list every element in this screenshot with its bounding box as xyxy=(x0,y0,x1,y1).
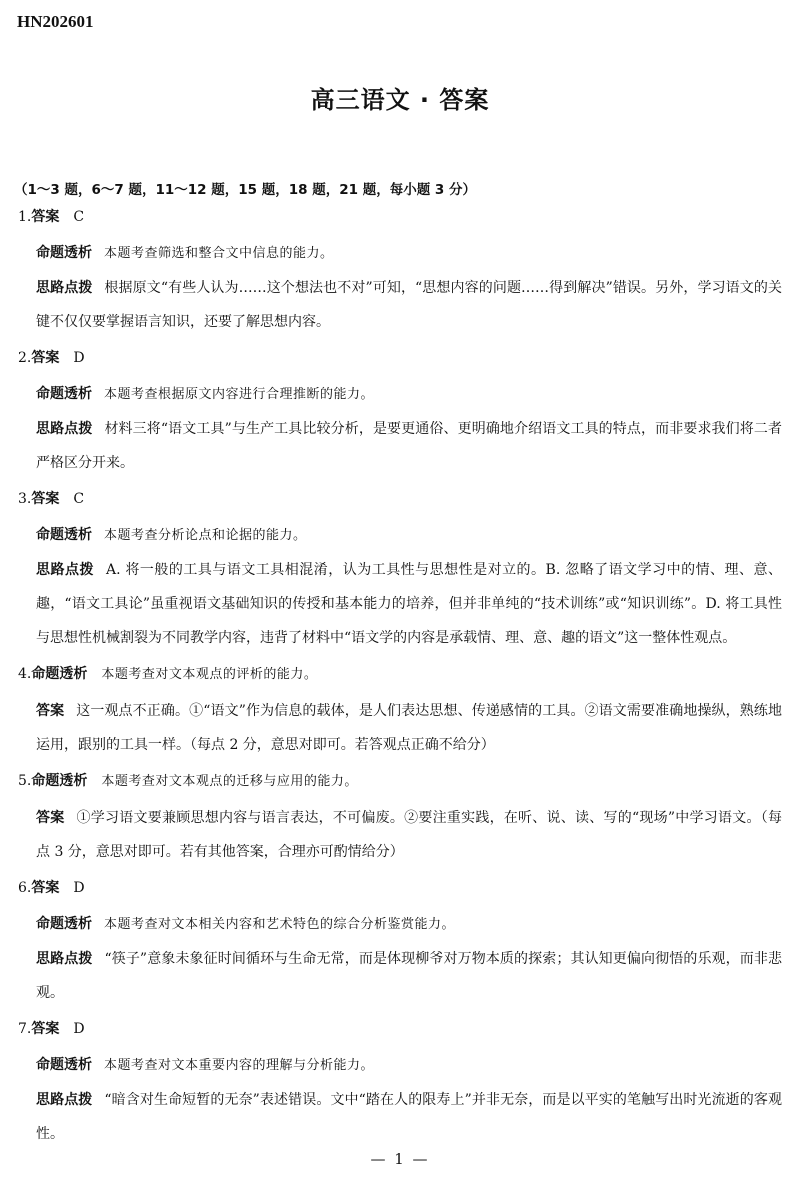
question-number: 6. xyxy=(18,880,32,896)
answer-label: 答案 xyxy=(31,491,60,507)
question-6-analysis xyxy=(36,907,782,942)
analysis-text: 本题考查筛选和整合文中信息的能力。 xyxy=(104,246,334,261)
question-4-analysis xyxy=(18,663,800,686)
question-1-analysis xyxy=(36,236,782,271)
analysis-label: 命题透析 xyxy=(31,666,88,682)
question-6-hint xyxy=(36,942,782,1010)
analysis-label: 命题透析 xyxy=(36,386,92,402)
answer-label: 答案 xyxy=(31,1021,60,1037)
question-3-analysis xyxy=(36,518,782,553)
hint-label: 思路点拨 xyxy=(36,421,93,437)
hint-text: 根据原文“有些人认为……这个想法也不对”可知，“思想内容的问题……得到解决”错误。另外，学习语文的关键不仅仅要掌握语言知识，还要了解思想内容。 xyxy=(36,280,782,330)
question-3-answer xyxy=(18,488,800,510)
answer-choice: C xyxy=(73,491,85,507)
analysis-text: 本题考查分析论点和论据的能力。 xyxy=(104,528,307,543)
question-7 xyxy=(0,1018,800,1151)
answer-label: 答案 xyxy=(36,703,65,719)
answer-label: 答案 xyxy=(31,880,60,896)
question-2-hint xyxy=(36,412,782,480)
question-5-analysis xyxy=(18,770,800,793)
answer-text: 这一观点不正确。①“语文”作为信息的载体，是人们表达思想、传递感情的工具。②语文需要准确地操纵，熟练地运用，跟别的工具一样。（每点 2 分，意思对即可。若答观点正确不给分） xyxy=(36,703,782,753)
question-4 xyxy=(0,663,800,762)
hint-label: 思路点拨 xyxy=(36,280,93,296)
analysis-text: 本题考查对文本重要内容的理解与分析能力。 xyxy=(104,1058,375,1073)
analysis-label: 命题透析 xyxy=(36,527,92,543)
question-number: 4. xyxy=(18,666,32,682)
answer-label: 答案 xyxy=(31,209,60,225)
question-5-answer xyxy=(36,801,782,869)
question-number: 3. xyxy=(18,491,32,507)
question-3 xyxy=(0,488,800,655)
question-number: 5. xyxy=(18,773,32,789)
hint-label: 思路点拨 xyxy=(36,562,94,578)
hint-label: 思路点拨 xyxy=(36,1092,93,1108)
question-1 xyxy=(0,206,800,339)
analysis-label: 命题透析 xyxy=(31,773,88,789)
score-note: （1～3 题，6～7 题，11～12 题，15 题，18 题，21 题，每小题 3 分） xyxy=(14,182,476,198)
question-1-hint xyxy=(36,271,782,339)
analysis-label: 命题透析 xyxy=(36,1057,92,1073)
hint-text: “暗含对生命短暂的无奈”表述错误。文中“踏在人的限寿上”并非无奈，而是以平实的笔触写出时光流逝的客观性。 xyxy=(36,1092,782,1142)
answer-content xyxy=(0,178,800,1151)
analysis-text: 本题考查对文本观点的迁移与应用的能力。 xyxy=(101,774,358,789)
hint-text: “筷子”意象未象征时间循环与生命无常，而是体现柳爷对万物本质的探索；其认知更偏向彻悟的乐观，而非悲观。 xyxy=(36,951,782,1001)
analysis-text: 本题考查根据原文内容进行合理推断的能力。 xyxy=(104,387,375,402)
hint-text: A. 将一般的工具与语文工具相混淆，认为工具性与思想性是对立的。B. 忽略了语文学习中的情、理、意、趣，“语文工具论”虽重视语文基础知识的传授和基本能力的培养，但并非单纯的“技术训练”或“知识训练”。D. 将工具性与思想性机械割裂为不同教学内容，违背了材料中“语文学的内容是承载情、理、意、趣的语文”这一整体性观点。 xyxy=(36,562,783,646)
document-id: HN202601 xyxy=(17,12,94,31)
answer-choice: D xyxy=(73,880,85,896)
question-6 xyxy=(0,877,800,1010)
question-number: 7. xyxy=(18,1021,32,1037)
question-4-answer xyxy=(36,694,782,762)
question-number: 2. xyxy=(18,350,32,366)
question-7-analysis xyxy=(36,1048,782,1083)
question-6-answer xyxy=(18,877,800,899)
answer-label: 答案 xyxy=(36,810,65,826)
question-3-hint xyxy=(36,553,782,655)
question-2-analysis xyxy=(36,377,782,412)
answer-label: 答案 xyxy=(31,350,60,366)
question-7-hint xyxy=(36,1083,782,1151)
answer-text: ①学习语文要兼顾思想内容与语言表达，不可偏废。②要注重实践，在听、说、读、写的“现场”中学习语文。（每点 3 分，意思对即可。若有其他答案，合理亦可酌情给分） xyxy=(36,810,783,860)
question-7-answer xyxy=(18,1018,800,1040)
analysis-label: 命题透析 xyxy=(36,245,92,261)
question-1-answer xyxy=(18,206,800,228)
page-number: — 1 — xyxy=(370,1150,430,1168)
page-title: 高三语文 · 答案 xyxy=(310,86,490,114)
question-2 xyxy=(0,347,800,480)
answer-choice: D xyxy=(73,1021,85,1037)
answer-choice: D xyxy=(73,350,85,366)
question-2-answer xyxy=(18,347,800,369)
hint-label: 思路点拨 xyxy=(36,951,93,967)
answer-choice: C xyxy=(73,209,85,225)
question-number: 1. xyxy=(18,209,32,225)
analysis-text: 本题考查对文本相关内容和艺术特色的综合分析鉴赏能力。 xyxy=(104,917,456,932)
analysis-text: 本题考查对文本观点的评析的能力。 xyxy=(101,667,318,682)
analysis-label: 命题透析 xyxy=(36,916,92,932)
hint-text: 材料三将“语文工具”与生产工具比较分析，是要更通俗、更明确地介绍语文工具的特点，而非要求我们将二者严格区分开来。 xyxy=(36,421,782,471)
question-5 xyxy=(0,770,800,869)
